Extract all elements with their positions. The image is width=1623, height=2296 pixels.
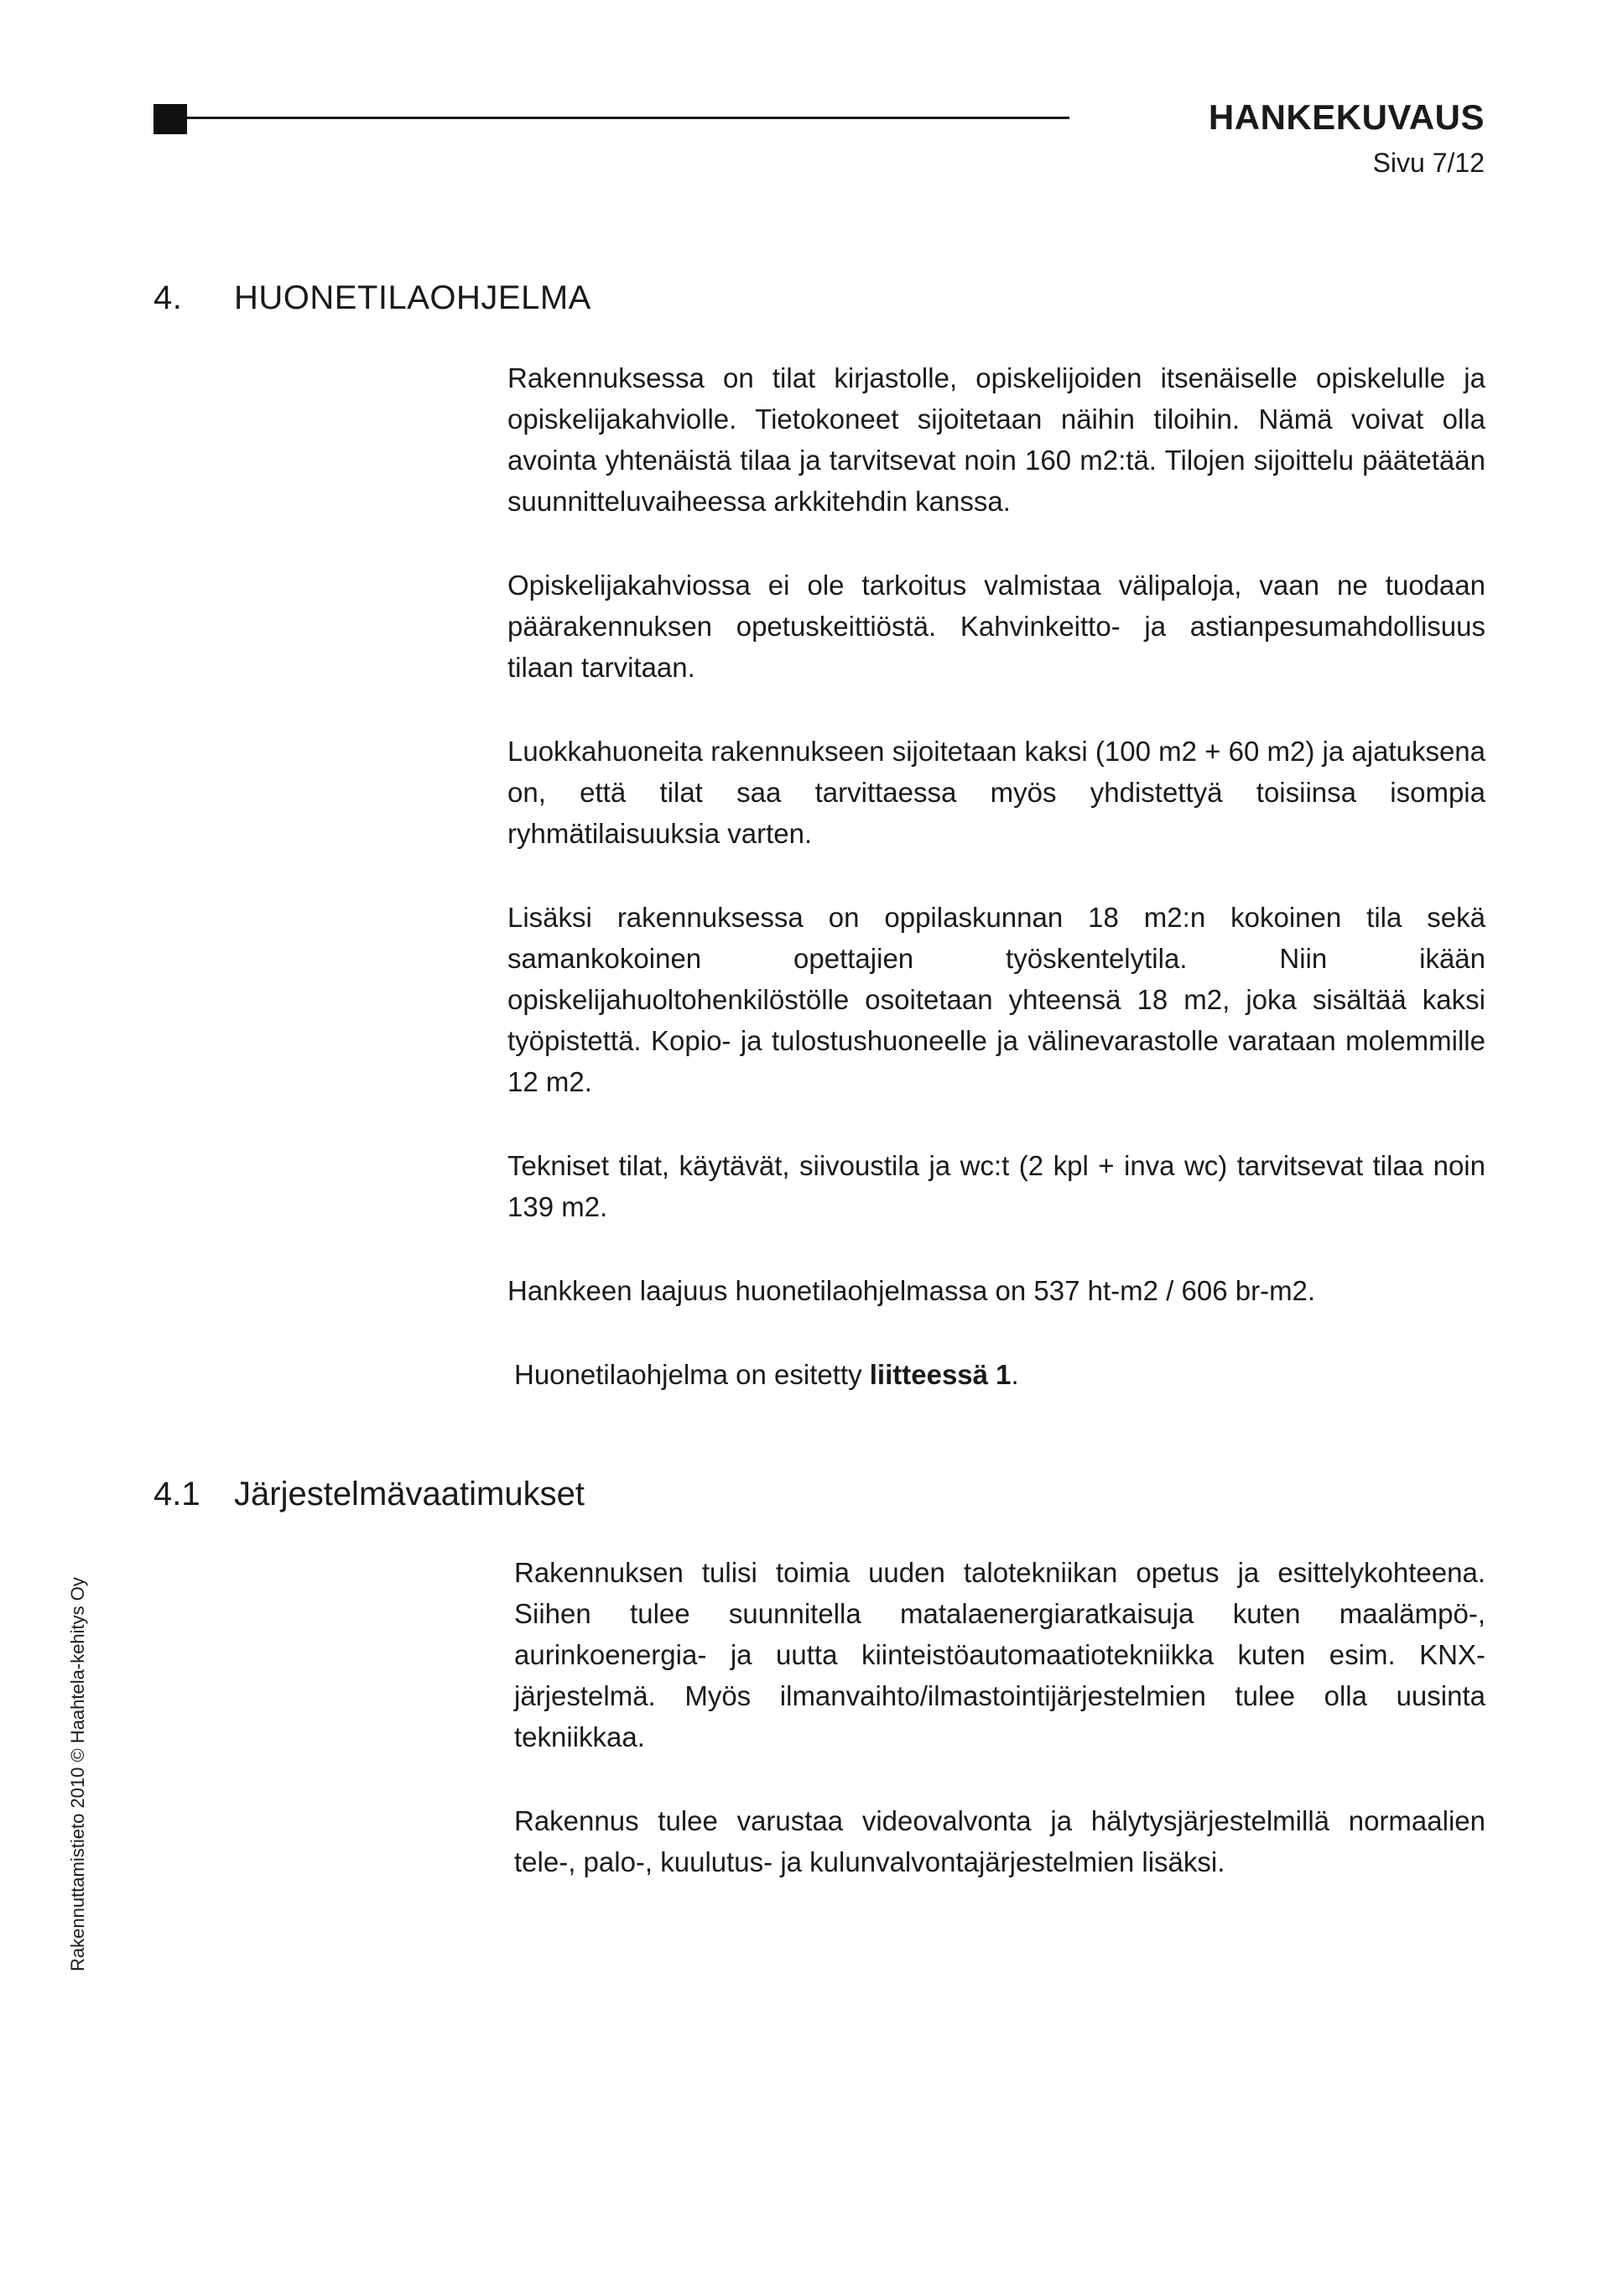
header-marker bbox=[153, 104, 187, 134]
paragraph: Rakennuksessa on tilat kirjastolle, opiskelijoiden itsenäiselle opiskelulle ja opiskelijakahviolle. Tietokoneet sijoitetaan näihin tiloihin. Nämä voivat olla avointa yhtenäistä tilaa ja tarvitsevat noin 160 m2:tä. Tilojen sijoittelu päätetään suunnitteluvaiheessa arkkitehdin kanssa. bbox=[507, 362, 1485, 517]
section-4-heading bbox=[153, 279, 591, 317]
section-4-title: HUONETILAOHJELMA bbox=[234, 279, 591, 316]
section-4-number: 4. bbox=[153, 279, 183, 316]
section-4-1-heading bbox=[153, 1476, 585, 1513]
paragraph: Tekniset tilat, käytävät, siivoustila ja wc:t (2 kpl + inva wc) tarvitsevat tilaa noin 139 m2. bbox=[507, 1150, 1485, 1222]
section-4-1-body bbox=[514, 1552, 1485, 1882]
paragraph: Rakennus tulee varustaa videovalvonta ja hälytysjärjestelmillä normaalien tele-, palo-, kuulutus- ja kulunvalvontajärjestelmien lisäksi. bbox=[514, 1805, 1485, 1877]
section-4-body bbox=[507, 357, 1485, 1395]
appendix-reference-text: Huonetilaohjelma on esitetty bbox=[514, 1359, 870, 1390]
copyright-side-note: Rakennuttamistieto 2010 © Haahtela-kehitys Oy bbox=[67, 1577, 88, 1971]
paragraph: Opiskelijakahviossa ei ole tarkoitus valmistaa välipaloja, vaan ne tuodaan päärakennuksen opetuskeittiöstä. Kahvinkeitto- ja astianpesumahdollisuus tilaan tarvitaan. bbox=[507, 570, 1485, 683]
paragraph: Lisäksi rakennuksessa on oppilaskunnan 18 m2:n kokoinen tila sekä samankokoinen opettajien työskentelytila. Niin ikään opiskelijahuoltohenkilöstölle osoitetaan yhteensä 18 m2, joka sisältää kaksi työpistettä. Kopio- ja tulostushuoneelle ja välinevarastolle varataan molemmille 12 m2. bbox=[507, 902, 1485, 1097]
page-number: Sivu 7/12 bbox=[1372, 148, 1485, 178]
section-4-1-title: Järjestelmävaatimukset bbox=[234, 1476, 585, 1513]
appendix-reference bbox=[507, 1354, 1485, 1395]
paragraph: Hankkeen laajuus huonetilaohjelmassa on 537 ht-m2 / 606 br-m2. bbox=[507, 1275, 1316, 1306]
appendix-link-text: liitteessä 1 bbox=[869, 1359, 1012, 1390]
header-rule bbox=[187, 117, 1069, 119]
appendix-reference-end: . bbox=[1011, 1359, 1019, 1390]
paragraph: Rakennuksen tulisi toimia uuden talotekniikan opetus ja esittelykohteena. Siihen tulee suunnitella matalaenergiaratkaisuja kuten maalämpö-, aurinkoenergia- ja uutta kiinteistöautomaatiotekniikka kuten esim. KNX-järjestelmä. Myös ilmanvaihto/ilmastointijärjestelmien tulee olla uusinta tekniikkaa. bbox=[514, 1557, 1485, 1752]
document-title: HANKEKUVAUS bbox=[1208, 97, 1485, 137]
section-4-1-number: 4.1 bbox=[153, 1476, 200, 1513]
paragraph: Luokkahuoneita rakennukseen sijoitetaan kaksi (100 m2 + 60 m2) ja ajatuksena on, että tilat saa tarvittaessa myös yhdistettyä toisiinsa isompia ryhmätilaisuuksia varten. bbox=[507, 736, 1485, 849]
